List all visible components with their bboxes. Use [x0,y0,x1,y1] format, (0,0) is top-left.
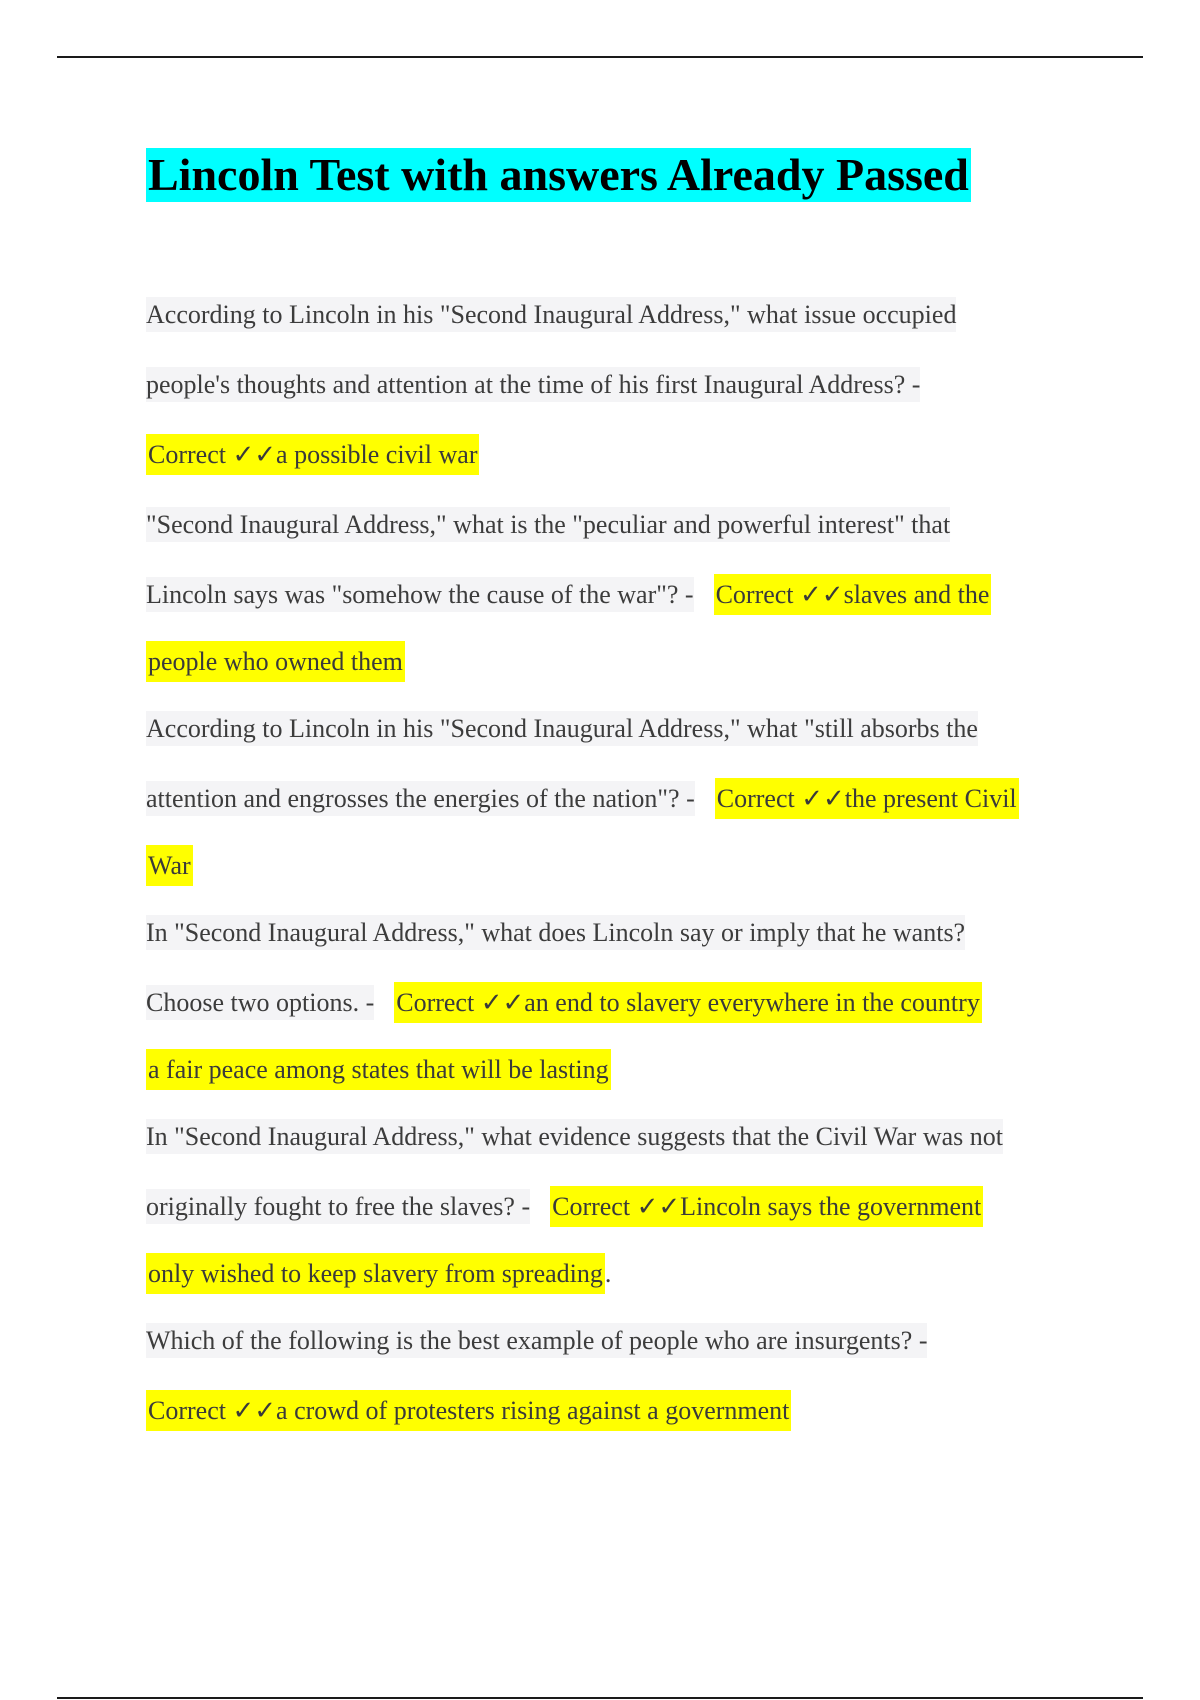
answer-text: Correct ✓✓slaves and the [714,574,992,615]
qa-line [146,968,1106,1038]
answer-text: only wished to keep slavery from spreading [146,1253,605,1294]
question-text: people's thoughts and attention at the time of his first Inaugural Address? - [146,367,920,402]
header-rule [57,56,1143,58]
question-text: attention and engrosses the energies of the nation"? - [146,781,695,816]
answer-text: people who owned them [146,641,405,682]
qa-line [146,350,1106,420]
qa-line [146,1172,1106,1242]
answer-text: Correct ✓✓an end to slavery everywhere in the country [394,982,982,1023]
question-text: originally fought to free the slaves? - [146,1189,530,1224]
qa-line [146,560,1106,630]
question-text: According to Lincoln in his "Second Inaugural Address," what "still absorbs the [146,711,978,746]
answer-text: Correct ✓✓a possible civil war [146,434,479,475]
qa-line [146,630,1106,694]
question-text: In "Second Inaugural Address," what evidence suggests that the Civil War was not [146,1119,1003,1154]
answer-text: War [146,845,193,886]
question-text: "Second Inaugural Address," what is the "peculiar and powerful interest" that [146,507,950,542]
question-text: Choose two options. - [146,985,374,1020]
answer-suffix: . [604,1259,612,1288]
question-text: In "Second Inaugural Address," what does Lincoln say or imply that he wants? [146,915,965,950]
qa-line [146,1242,1106,1306]
qa-line [146,764,1106,834]
qa-list [146,280,1106,1446]
qa-line [146,1038,1106,1102]
question-text: Which of the following is the best example of people who are insurgents? - [146,1323,927,1358]
qa-line [146,490,1106,560]
question-text: Lincoln says was "somehow the cause of the war"? - [146,577,694,612]
answer-text: Correct ✓✓a crowd of protesters rising against a government [146,1390,791,1431]
footer-rule [57,1697,1143,1699]
qa-line [146,1306,1106,1376]
qa-line [146,898,1106,968]
qa-line [146,420,1106,490]
qa-line [146,1376,1106,1446]
answer-text: Correct ✓✓Lincoln says the government [550,1186,983,1227]
answer-text: a fair peace among states that will be lasting [146,1049,611,1090]
qa-line [146,280,1106,350]
answer-text: Correct ✓✓the present Civil [715,778,1019,819]
document-title: Lincoln Test with answers Already Passed [148,149,969,200]
qa-line [146,834,1106,898]
question-text: According to Lincoln in his "Second Inaugural Address," what issue occupied [146,297,956,332]
qa-line [146,1102,1106,1172]
qa-line [146,694,1106,764]
